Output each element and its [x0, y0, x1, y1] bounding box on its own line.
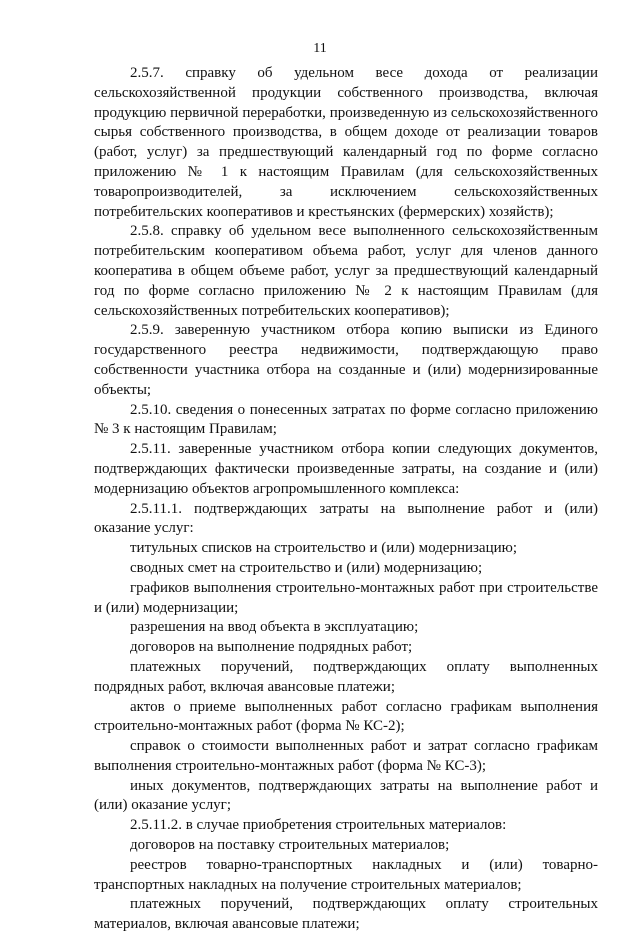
list-item: актов о приеме выполненных работ согласно графикам выполнения строительно-монтажных работ (форма № КС-2);	[94, 698, 598, 735]
list-item: платежных поручений, подтверждающих оплату строительных материалов, включая авансовые платежи;	[94, 896, 598, 933]
clause-2-5-9: 2.5.9. заверенную участником отбора копию выписки из Единого государственного реестра недвижимости, подтверждающую право собственности участника отбора на созданные и (или) модернизированные объекты;	[94, 322, 598, 398]
list-item: сводных смет на строительство и (или) модернизацию;	[130, 559, 483, 576]
clause-2-5-11: 2.5.11. заверенные участником отбора копии следующих документов, подтверждающих фактически произведенные затраты, на создание и (или) модернизацию объектов агропромышленного комплекса:	[94, 441, 598, 497]
clause-2-5-10: 2.5.10. сведения о понесенных затратах по форме согласно приложению № 3 к настоящим Правилам;	[94, 401, 598, 438]
document-body	[94, 64, 598, 935]
page-number: 11	[313, 41, 327, 56]
list-item: договоров на выполнение подрядных работ;	[130, 639, 413, 656]
list-item: графиков выполнения строительно-монтажных работ при строительстве и (или) модернизации;	[94, 579, 598, 616]
list-item: разрешения на ввод объекта в эксплуатацию;	[130, 619, 419, 636]
clause-2-5-11-2: 2.5.11.2. в случае приобретения строительных материалов:	[130, 817, 507, 834]
list-item: реестров товарно-транспортных накладных и (или) товарно-транспортных накладных на получение строительных материалов;	[94, 856, 598, 893]
list-item: титульных списков на строительство и (или) модернизацию;	[130, 540, 518, 557]
list-item: иных документов, подтверждающих затраты на выполнение работ и (или) оказание услуг;	[94, 777, 598, 814]
clause-2-5-7: 2.5.7. справку об удельном весе дохода от реализации сельскохозяйственной продукции собственного производства, включая продукцию первичной переработки, произведенную из сельскохозяйственного сырья собственного производства, в общем доходе от реализации товаров (работ, услуг) за предшествующий календарный год по форме согласно приложению № 1 к настоящим Правилам (для сельскохозяйственных товаропроизводителей, за исключением сельскохозяйственных потребительских кооперативов и крестьянских (фермерских) хозяйств);	[94, 65, 598, 220]
list-item: платежных поручений, подтверждающих оплату выполненных подрядных работ, включая авансовые платежи;	[94, 658, 598, 695]
clause-2-5-8: 2.5.8. справку об удельном весе выполненного сельскохозяйственным потребительским кооперативом объема работ, услуг для членов данного кооператива в общем объеме работ, услуг за предшествующий календарный год по форме согласно приложению № 2 к настоящим Правилам (для сельскохозяйственных потребительских кооперативов);	[94, 223, 598, 319]
clause-2-5-11-1: 2.5.11.1. подтверждающих затраты на выполнение работ и (или) оказание услуг:	[94, 500, 598, 537]
list-item: справок о стоимости выполненных работ и затрат согласно графикам выполнения строительно-монтажных работ (форма № КС-3);	[94, 738, 598, 774]
list-item: договоров на поставку строительных материалов;	[130, 837, 450, 854]
